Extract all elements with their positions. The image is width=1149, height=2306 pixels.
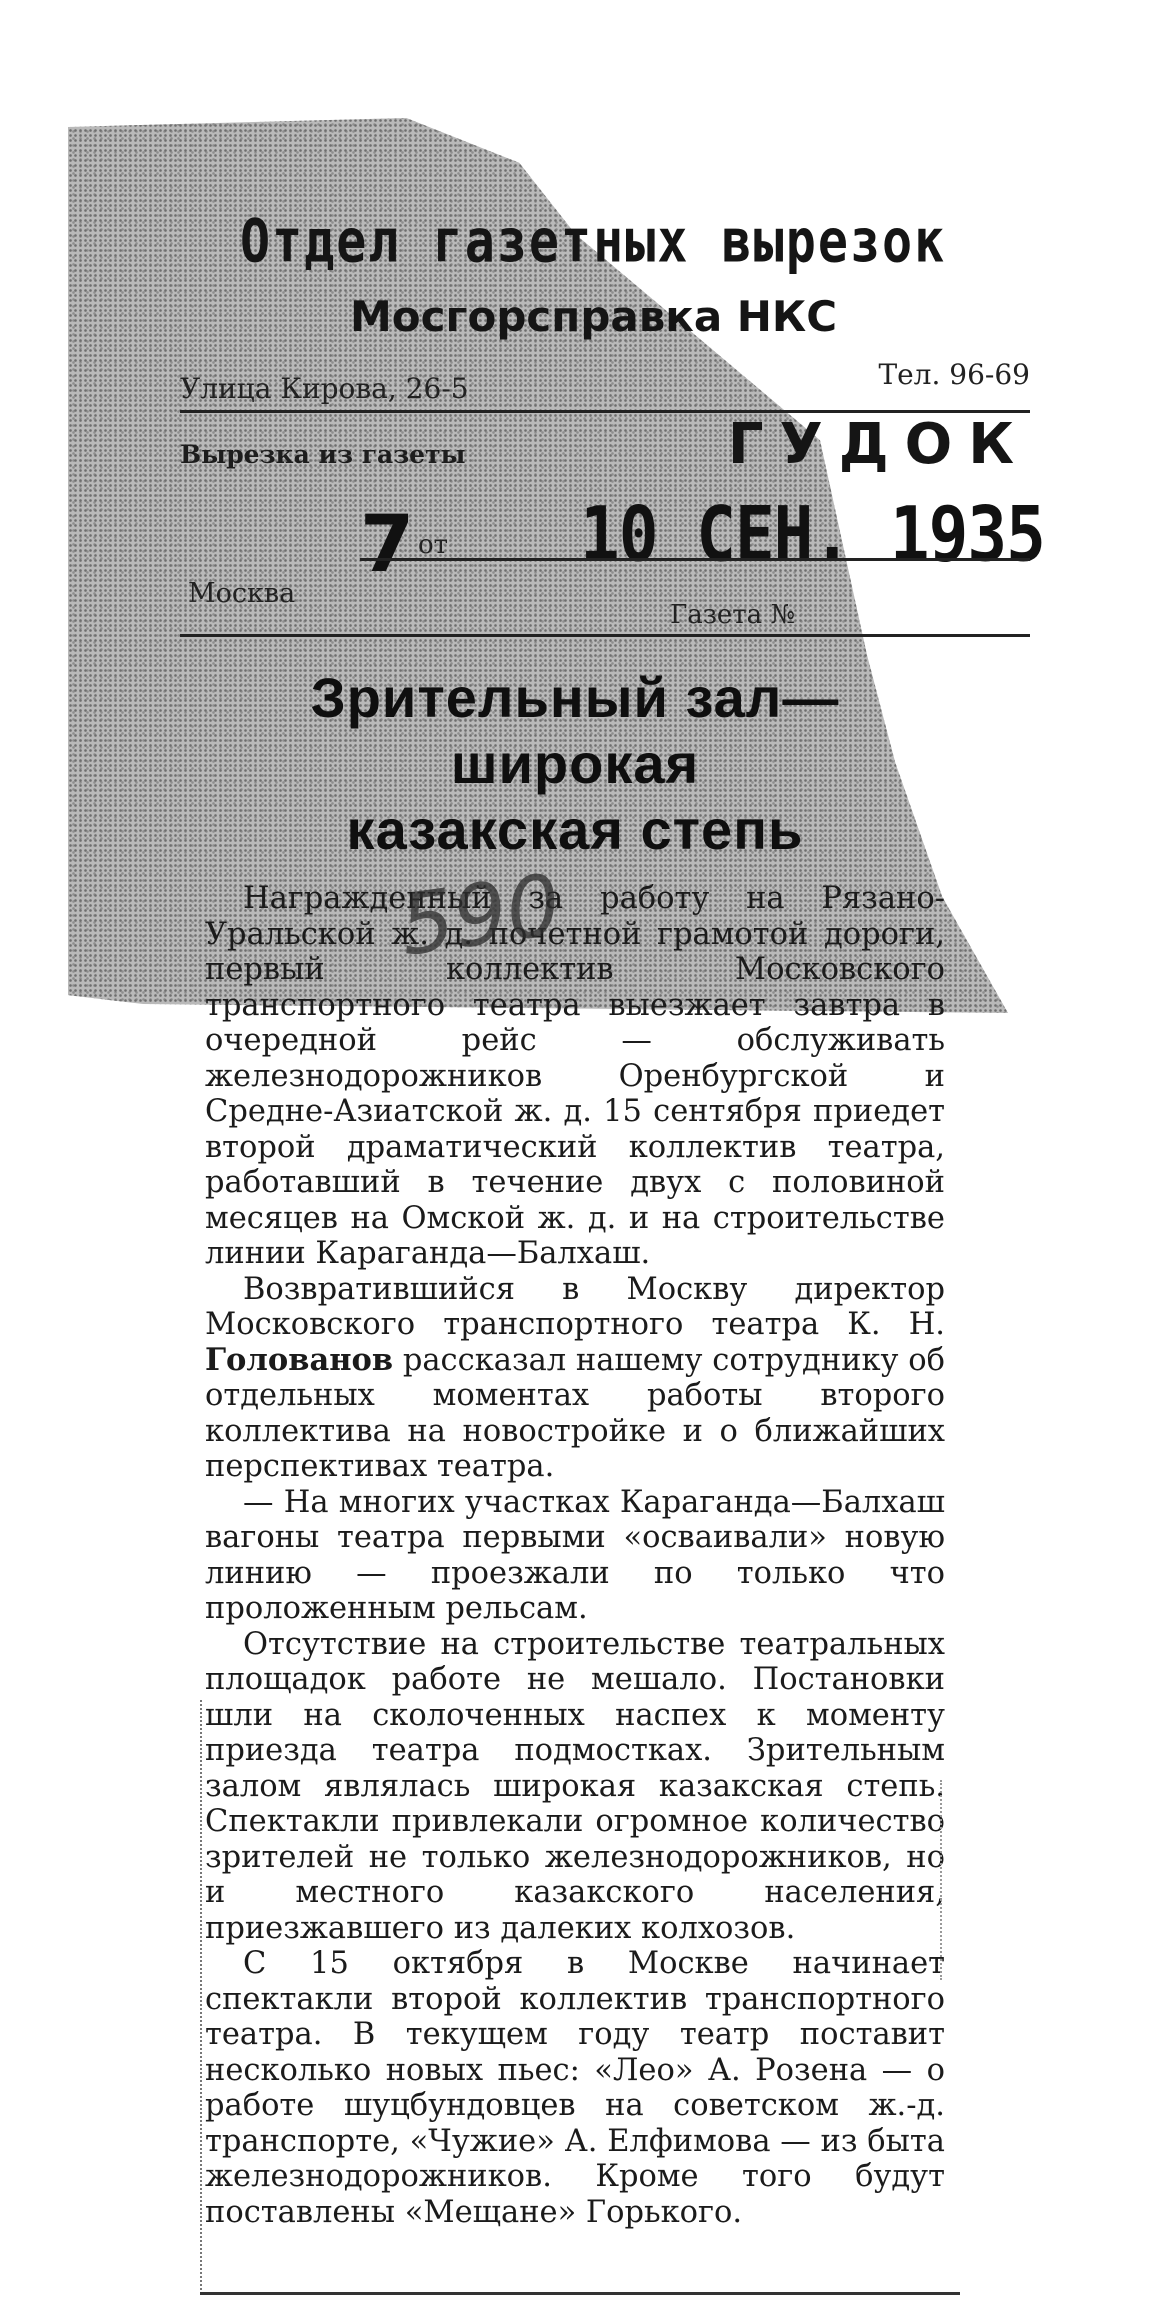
article-body	[205, 881, 945, 2230]
article-paragraph-3: — На многих участках Караганда—Балхаш вагоны театра первыми «осваивали» новую линию — проезжали по только что проложенным рельсам.	[205, 1484, 945, 1626]
clipping-right-edge	[940, 1780, 942, 1980]
article-paragraph-1: Награжденный за работу на Рязано-Уральской ж. д. почетной грамотой дороги, первый коллектив Московского транспортного театра выезжает завтра в очередной рейс — обслуживать железнодорожников Оренбургской и Средне-Азиатской ж. д. 15 сентября приедет второй драматический коллектив театра, работавший в течение двух с половиной месяцев на Омской ж. д. и на строительстве линии Караганда—Балхаш.	[205, 881, 945, 1271]
paragraph-2-start: Возвратившийся в Москву директор Московского транспортного театра К. Н.	[205, 1271, 945, 1342]
paragraph-2-end: рассказал нашему сотруднику об отдельных моментах работы второго коллектива на новостройке и о ближайших перспективах театра.	[205, 1342, 945, 1484]
article-paragraph-2	[205, 1272, 945, 1485]
clipping-stamp	[180, 200, 1045, 680]
stamp-rule-bottom	[180, 634, 1030, 637]
clipping-bottom-rule	[200, 2292, 960, 2295]
article-headline	[205, 665, 945, 863]
stamp-newspaper-name: ГУДОК	[727, 412, 1030, 477]
stamp-issue-number: Газета №	[670, 600, 796, 630]
article-paragraph-4: Отсутствие на строительстве театральных площадок работе не мешало. Постановки шли на сколоченных наспех к моменту приезда театра подмостках. Зрительным залом являлась широкая казакская степь. Спектакли привлекали огромное количество зрителей не только железнодорожников, но и местного казакского населения, приезжавшего из далеких колхозов.	[205, 1626, 945, 1946]
stamp-organization: Мосгорсправка НКС	[350, 292, 838, 341]
stamp-rule-date	[360, 558, 1030, 561]
clipping-left-edge	[200, 1700, 202, 2290]
handwritten-annotation: 590	[393, 855, 567, 975]
headline-line-2: широкая	[450, 732, 700, 795]
director-name: Голованов	[205, 1341, 394, 1378]
stamp-address: Улица Кирова, 26-5	[180, 372, 469, 405]
stamp-page-number: 7	[360, 500, 415, 590]
stamp-city: Москва	[188, 578, 296, 609]
article	[205, 665, 945, 2230]
headline-line-1: Зрительный зал—	[310, 666, 840, 729]
stamp-phone: Тел. 96-69	[878, 358, 1030, 391]
headline-line-3: казакская степь	[346, 798, 804, 861]
stamp-from-word: от	[418, 530, 449, 560]
stamp-title: Отдел газетных вырезок	[240, 206, 947, 276]
stamp-date: 10 СЕН. 1935	[580, 490, 1045, 579]
article-paragraph-5: С 15 октября в Москве начинает спектакли второй коллектив транспортного театра. В текущем году театр поставит несколько новых пьес: «Лео» А. Розена — о работе шуцбундовцев на советском ж.-д. транспорте, «Чужие» А. Елфимова — из быта железнодорожников. Кроме того будут поставлены «Мещане» Горького.	[205, 1946, 945, 2230]
stamp-clipping-from-label: Вырезка из газеты	[180, 440, 466, 469]
